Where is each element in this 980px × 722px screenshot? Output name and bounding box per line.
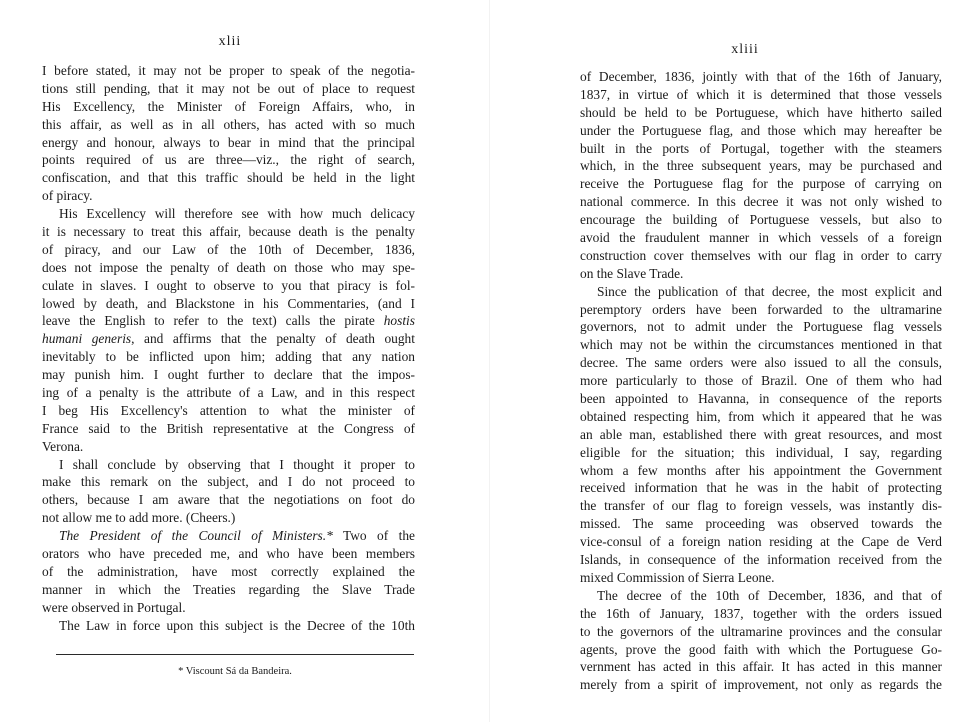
text-line: to the governors of the ultramarine provinces and the consular xyxy=(580,623,942,639)
text-line: more particularly to those of Brazil. One of them who had xyxy=(580,373,942,389)
text-line: I beg His Excellency's attention to what the minister of xyxy=(42,402,415,418)
text-line: tions still pending, that it may not be out of place to request xyxy=(42,80,415,96)
text-line: Verona. xyxy=(42,438,84,454)
text-line: received information that he was in the habit of protecting xyxy=(580,480,942,496)
text-line: governors, not to admit under the Portuguese flag vessels xyxy=(580,319,942,335)
text-line: His Excellency, the Minister of Foreign Affairs, who, in xyxy=(42,98,415,114)
text-line: the transfer of our flag to foreign vessels, was instantly dis- xyxy=(580,498,942,514)
text-line: mixed Commission of Sierra Leone. xyxy=(580,569,775,585)
text-line: should be held to be Portuguese, which have hitherto sailed xyxy=(580,104,942,120)
footnote-rule xyxy=(56,654,414,655)
text-line: Islands, in consequence of the information received from the xyxy=(580,552,942,568)
text-line: on the Slave Trade. xyxy=(580,265,684,281)
text-line-mixed xyxy=(42,527,415,545)
latin-term: hostis xyxy=(383,313,415,329)
text-line: vernment has acted in this affair. It has acted in this manner xyxy=(580,659,942,675)
text-line: of piracy. xyxy=(42,188,93,204)
text-line: construction cover themselves with our flag in order to carry xyxy=(580,247,942,263)
text-line: obtained respecting him, from which it appeared that he was xyxy=(580,408,942,424)
text-line: under the Portuguese flag, and those which may hereafter be xyxy=(580,122,942,138)
text-line: lowed by death, and Blackstone in his Commentaries, (and I xyxy=(42,295,415,311)
text-line: make this remark on the subject, and I do not proceed to xyxy=(42,474,415,490)
text-line-mixed xyxy=(42,312,415,330)
text-line: eligible for the situation; this individual, I say, regarding xyxy=(580,444,942,460)
text-line: agents, prove the good faith with which the Portuguese Go- xyxy=(580,641,942,657)
text-line: peremptory orders have been forwarded to the ultramarine xyxy=(580,301,942,317)
page-number: xlii xyxy=(218,34,242,49)
text-line: of piracy, and our Law of the 10th of December, 1836, xyxy=(42,241,415,257)
footnote: * Viscount Sá da Bandeira. xyxy=(178,666,292,677)
right-page xyxy=(490,0,980,722)
text-line: whom a few months after his appointment the Government xyxy=(580,462,942,478)
text-line: Since the publication of that decree, the most explicit and xyxy=(597,283,942,299)
text-line: which, in the three subsequent years, may be purchased and xyxy=(580,158,942,174)
text-line: of December, 1836, jointly with that of the 16th of January, xyxy=(580,69,942,84)
text-line: I shall conclude by observing that I thought it proper to xyxy=(59,456,415,472)
text-line: it is necessary to treat this affair, because death is the penalty xyxy=(42,224,415,240)
text-line: not allow me to add more. (Cheers.) xyxy=(42,510,236,526)
text-line: this affair, as well as in all others, has acted with so much xyxy=(42,116,415,132)
text-line: been appointed to Havanna, in consequence of the reports xyxy=(580,391,942,407)
text-line: The Law in force upon this subject is the Decree of the 10th xyxy=(59,617,415,633)
text-line: merely from a spirit of improvement, not only as regards the xyxy=(580,677,942,693)
text-line: manner in which the Treaties regarding the Slave Trade xyxy=(42,581,415,597)
text-line: 1837, in virtue of which it is determined that those vessels xyxy=(580,86,942,102)
text-line: missed. The same proceeding was observed towards the xyxy=(580,516,942,532)
text-line: which may not be within the circumstances mentioned in that xyxy=(580,337,942,353)
text-line: national commerce. In this decree it was not only wished to xyxy=(580,194,942,210)
text-segment: , and affirms that the penalty of death ought xyxy=(131,331,415,347)
body-text xyxy=(580,68,942,694)
speaker-name: The President of the Council of Ministers.* xyxy=(59,528,333,544)
text-line: decree. The same orders were also issued to all the consuls, xyxy=(580,355,942,371)
text-line: does not impose the penalty of death on those who may spe- xyxy=(42,259,415,275)
text-line: may punish him. I ought further to declare that the impos- xyxy=(42,367,415,383)
text-line: confiscation, and that this traffic should be held in the light xyxy=(42,170,415,186)
page-number: xliii xyxy=(731,42,759,57)
text-segment: leave the English to refer to the text) calls the pirate xyxy=(42,313,375,329)
text-line: orators who have preceded me, and who have been members xyxy=(42,546,415,562)
text-line: built in the ports of Portugal, together with the steamers xyxy=(580,140,942,156)
text-line: an able man, established there with great resources, and most xyxy=(580,426,942,442)
text-line: the 16th of January, 1837, together with the orders issued xyxy=(580,605,942,621)
text-segment: Two of the xyxy=(332,528,415,544)
text-line: others, because I am aware that the negotiations on foot do xyxy=(42,492,415,508)
text-line: France said to the British representative at the Congress of xyxy=(42,420,415,436)
latin-term: humani generis xyxy=(42,331,132,347)
text-line: I before stated, it may not be proper to speak of the negotia- xyxy=(42,63,415,78)
text-line: were observed in Portugal. xyxy=(42,599,186,615)
text-line: energy and honour, always to bear in mind that the principal xyxy=(42,134,415,150)
text-line: culate in slaves. I ought to observe to you that piracy is fol- xyxy=(42,277,415,293)
text-line: His Excellency will therefore see with how much delicacy xyxy=(59,206,415,222)
text-line: of the administration, have most correctly explained the xyxy=(42,563,415,579)
text-line: encourage the building of Portuguese vessels, but also to xyxy=(580,212,942,228)
text-line: ing of a penalty is the attribute of a Law, and in this respect xyxy=(42,385,415,401)
text-line: The decree of the 10th of December, 1836, and that of xyxy=(597,587,942,603)
text-line-mixed xyxy=(42,330,415,348)
body-text xyxy=(42,62,415,635)
text-line: inevitably to be inflicted upon him; adding that any nation xyxy=(42,349,415,365)
text-line: points required of us are three—viz., the right of search, xyxy=(42,152,415,168)
text-line: receive the Portuguese flag for the purpose of carrying on xyxy=(580,176,942,192)
text-line: vice-consul of a foreign nation residing at the Cape de Verd xyxy=(580,534,942,550)
text-line: avoid the fraudulent manner in which vessels of a foreign xyxy=(580,230,942,246)
